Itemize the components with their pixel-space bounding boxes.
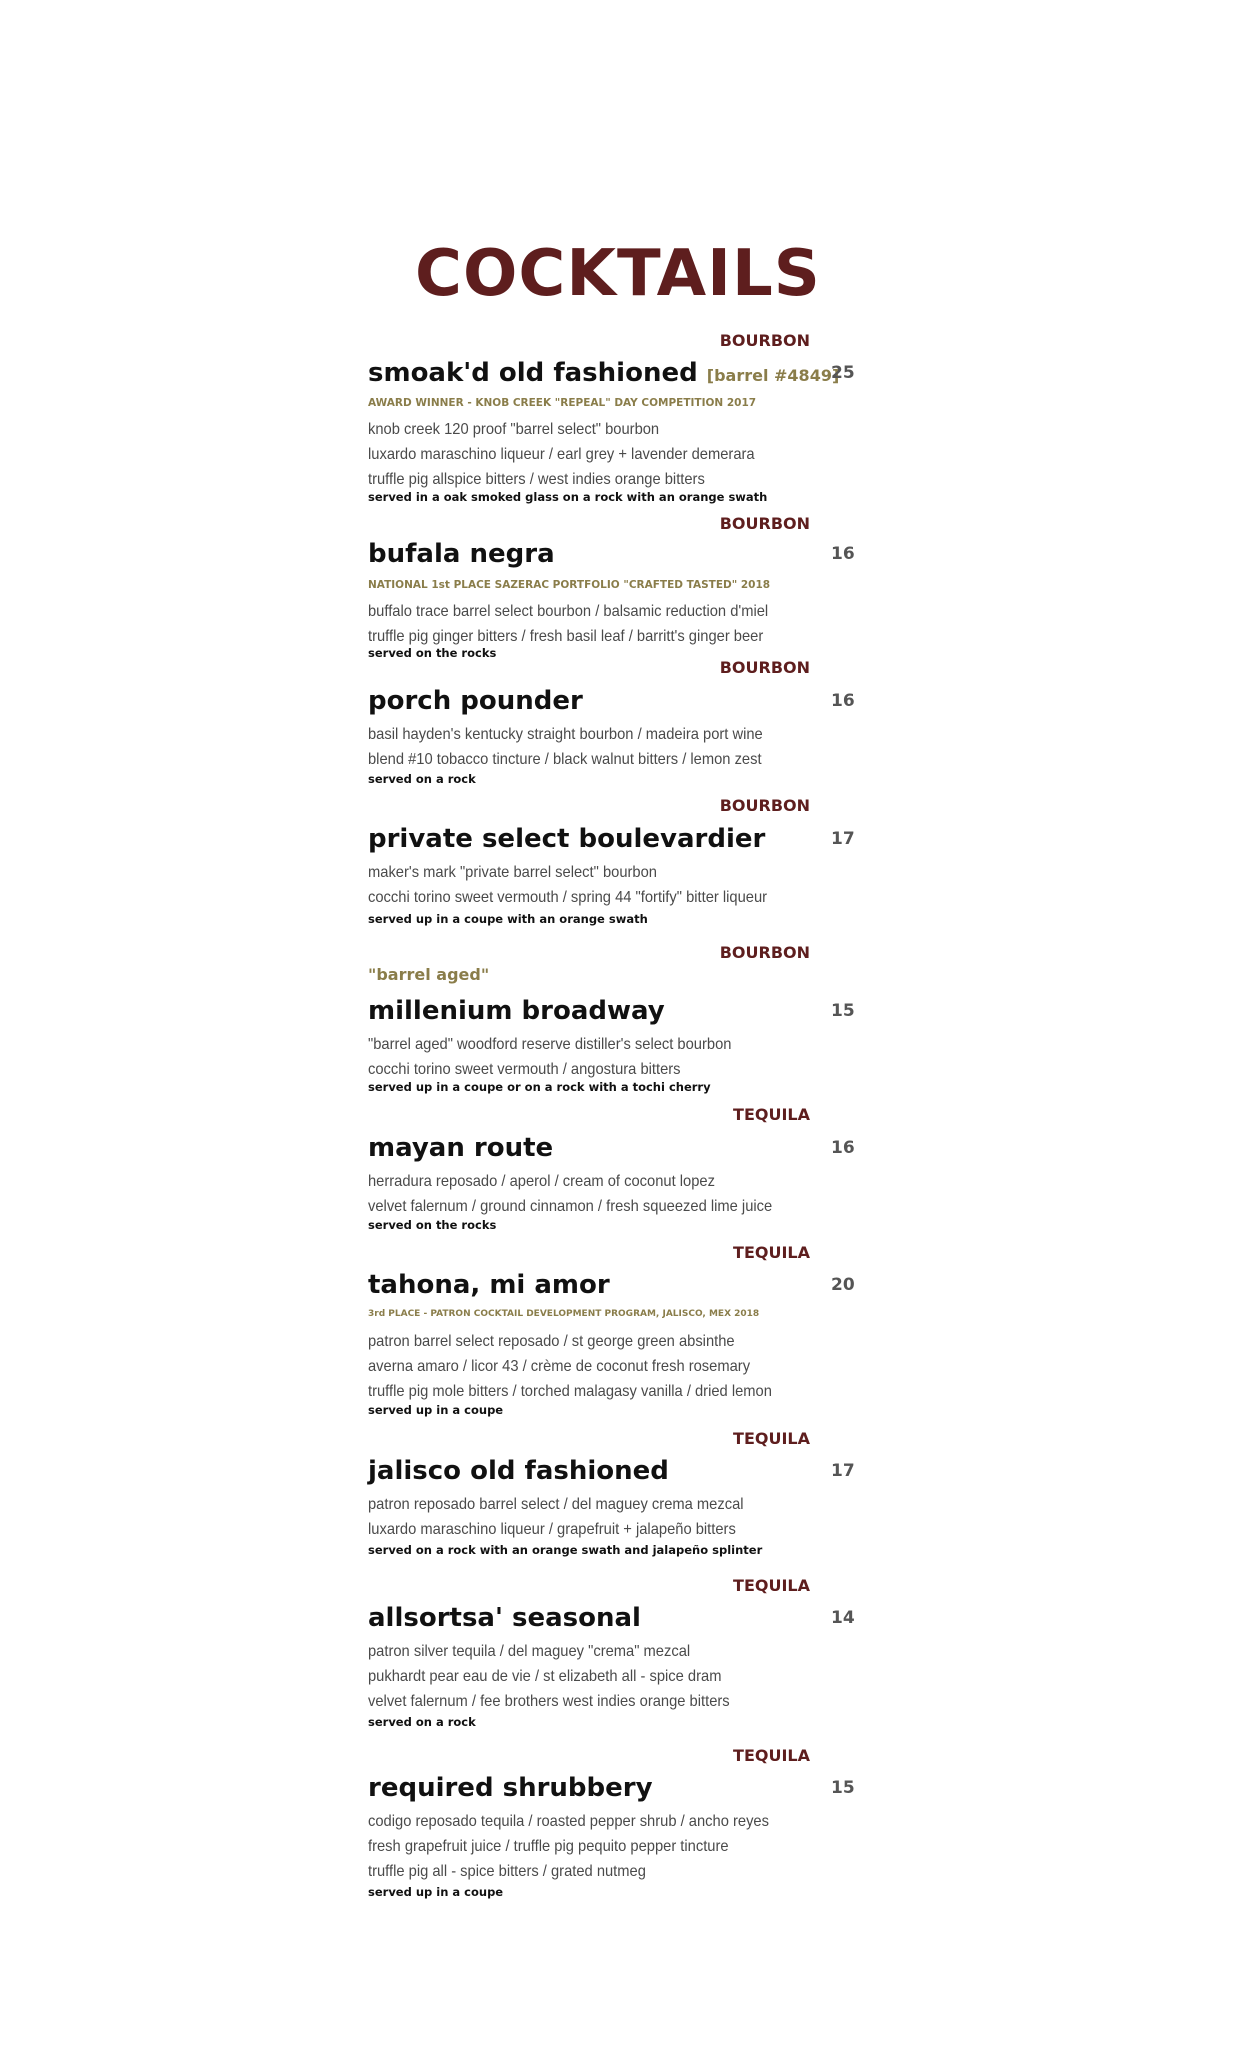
category-label: BOURBON bbox=[719, 658, 810, 677]
category-label: BOURBON bbox=[719, 331, 810, 350]
cocktail-name: bufala negra bbox=[368, 539, 555, 569]
ingredient-line: truffle pig mole bitters / torched malagasy vanilla / dried lemon bbox=[368, 1383, 772, 1400]
category-label: TEQUILA bbox=[733, 1105, 810, 1124]
award-note: 3rd PLACE - PATRON COCKTAIL DEVELOPMENT PROGRAM, JALISCO, MEX 2018 bbox=[368, 1309, 760, 1319]
price: 25 bbox=[831, 363, 855, 383]
ingredient-line: buffalo trace barrel select bourbon / balsamic reduction d'miel bbox=[368, 603, 769, 620]
ingredient-line: codigo reposado tequila / roasted pepper shrub / ancho reyes bbox=[368, 1813, 769, 1830]
cocktail-name: porch pounder bbox=[368, 686, 583, 716]
serving-note: served on a rock with an orange swath and jalapeño splinter bbox=[368, 1543, 763, 1557]
ingredient-line: patron barrel select reposado / st george green absinthe bbox=[368, 1333, 735, 1350]
serving-note: served on the rocks bbox=[368, 646, 497, 660]
ingredient-line: fresh grapefruit juice / truffle pig pequito pepper tincture bbox=[368, 1838, 729, 1855]
price: 15 bbox=[831, 1001, 855, 1021]
tagline: "barrel aged" bbox=[368, 965, 490, 984]
ingredient-line: luxardo maraschino liqueur / earl grey + lavender demerara bbox=[368, 446, 755, 463]
category-label: TEQUILA bbox=[733, 1746, 810, 1765]
price: 15 bbox=[831, 1778, 855, 1798]
ingredient-line: cocchi torino sweet vermouth / angostura bitters bbox=[368, 1061, 681, 1078]
category-label: TEQUILA bbox=[733, 1243, 810, 1262]
ingredient-line: averna amaro / licor 43 / crème de coconut fresh rosemary bbox=[368, 1358, 751, 1375]
cocktail-name: required shrubbery bbox=[368, 1773, 653, 1803]
ingredient-line: blend #10 tobacco tincture / black walnut bitters / lemon zest bbox=[368, 751, 762, 768]
cocktail-name: mayan route bbox=[368, 1133, 554, 1163]
award-note: NATIONAL 1st PLACE SAZERAC PORTFOLIO "CRAFTED TASTED" 2018 bbox=[368, 579, 771, 591]
serving-note: served up in a coupe bbox=[368, 1885, 504, 1899]
price: 17 bbox=[831, 1461, 855, 1481]
ingredient-line: patron silver tequila / del maguey "crema" mezcal bbox=[368, 1643, 691, 1660]
category-label: BOURBON bbox=[719, 796, 810, 815]
ingredient-line: pukhardt pear eau de vie / st elizabeth all - spice dram bbox=[368, 1668, 722, 1685]
ingredient-line: truffle pig all - spice bitters / grated nutmeg bbox=[368, 1863, 646, 1880]
serving-note: served on a rock bbox=[368, 772, 476, 786]
ingredient-line: patron reposado barrel select / del maguey crema mezcal bbox=[368, 1496, 744, 1513]
ingredient-line: basil hayden's kentucky straight bourbon / madeira port wine bbox=[368, 726, 763, 743]
ingredient-line: velvet falernum / fee brothers west indies orange bitters bbox=[368, 1693, 730, 1710]
ingredient-line: cocchi torino sweet vermouth / spring 44 "fortify" bitter liqueur bbox=[368, 889, 768, 906]
price: 16 bbox=[831, 1138, 855, 1158]
category-label: TEQUILA bbox=[733, 1429, 810, 1448]
serving-note: served up in a coupe or on a rock with a tochi cherry bbox=[368, 1080, 711, 1094]
ingredient-line: maker's mark "private barrel select" bourbon bbox=[368, 864, 657, 881]
price: 16 bbox=[831, 691, 855, 711]
serving-note: served on a rock bbox=[368, 1715, 476, 1729]
ingredient-line: herradura reposado / aperol / cream of coconut lopez bbox=[368, 1173, 715, 1190]
cocktail-name: private select boulevardier bbox=[368, 824, 766, 854]
category-label: BOURBON bbox=[719, 943, 810, 962]
serving-note: served up in a coupe bbox=[368, 1403, 504, 1417]
ingredient-line: "barrel aged" woodford reserve distiller's select bourbon bbox=[368, 1036, 732, 1053]
price: 17 bbox=[831, 829, 855, 849]
barrel-number: [barrel #4849] bbox=[706, 366, 840, 385]
cocktail-name: tahona, mi amor bbox=[368, 1270, 610, 1300]
cocktail-name: smoak'd old fashioned [barrel #4849] bbox=[368, 358, 840, 388]
serving-note: served on the rocks bbox=[368, 1218, 497, 1232]
cocktail-name: millenium broadway bbox=[368, 996, 665, 1026]
price: 16 bbox=[831, 544, 855, 564]
ingredient-line: truffle pig ginger bitters / fresh basil leaf / barritt's ginger beer bbox=[368, 628, 764, 645]
price: 20 bbox=[831, 1275, 855, 1295]
cocktail-name: allsortsa' seasonal bbox=[368, 1603, 641, 1633]
category-label: BOURBON bbox=[719, 514, 810, 533]
ingredient-line: velvet falernum / ground cinnamon / fresh squeezed lime juice bbox=[368, 1198, 773, 1215]
ingredient-line: knob creek 120 proof "barrel select" bourbon bbox=[368, 421, 660, 438]
ingredient-line: luxardo maraschino liqueur / grapefruit + jalapeño bitters bbox=[368, 1521, 736, 1538]
category-label: TEQUILA bbox=[733, 1576, 810, 1595]
award-note: AWARD WINNER - KNOB CREEK "REPEAL" DAY COMPETITION 2017 bbox=[368, 397, 757, 409]
cocktail-name: jalisco old fashioned bbox=[368, 1456, 669, 1486]
page-title: COCKTAILS bbox=[415, 237, 821, 311]
price: 14 bbox=[831, 1608, 855, 1628]
ingredient-line: truffle pig allspice bitters / west indies orange bitters bbox=[368, 471, 705, 488]
serving-note: served in a oak smoked glass on a rock with an orange swath bbox=[368, 490, 768, 504]
serving-note: served up in a coupe with an orange swath bbox=[368, 912, 648, 926]
